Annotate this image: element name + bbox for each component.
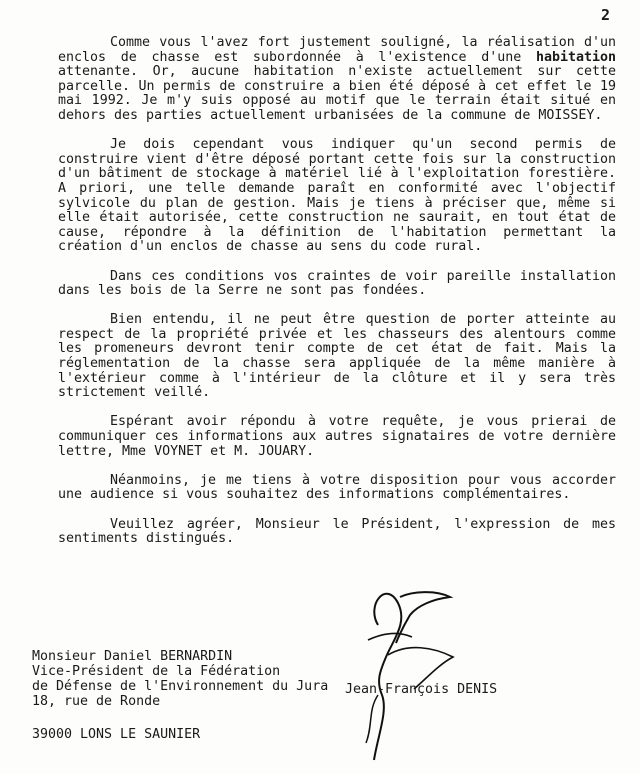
recipient-title-line2: de Défense de l'Environnement du Jura [32, 679, 329, 694]
letter-body [58, 36, 616, 561]
paragraph-enclos [58, 36, 616, 124]
recipient-street: 18, rue de Ronde [32, 694, 161, 709]
recipient-title-line1: Vice-Président de la Fédération [32, 664, 281, 679]
recipient-name: Monsieur Daniel BERNARDIN [32, 649, 233, 664]
paragraph-regulation: Bien entendu, il ne peut être question de porter atteinte au respect de la propriété privée et les chasseurs des alentours comme les promeneurs devront tenir compte de cet état de fait. Mais la réglementation de la chasse sera appliquée de la même manière à l'extérieur comme à l'intérieur de la clôture et il y sera très strictement veillé. [58, 312, 616, 401]
paragraph-conditions: Dans ces conditions vos craintes de voir pareille installation dans les bois de la Serre ne sont pas fondées. [58, 268, 616, 299]
closing-formula: Veuillez agréer, Monsieur le Président, l'expression de mes sentiments distingués. [58, 516, 616, 547]
paragraph-second-permit: Je dois cependant vous indiquer qu'un second permis de construire vient d'être déposé portant cette fois sur la construction d'un bâtiment de stockage à matériel lié à l'exploitation forestière. A priori, une telle demande paraît en conformité avec l'objectif sylvicole du plan de gestion. Mais je tiens à préciser que, même si elle était autorisée, cette construction ne saurait, en tout état de cause, répondre à la définition de l'habitation permettant la création d'un enclos de chasse au sens du code rural. [58, 137, 616, 255]
signer-name: Jean-François DENIS [345, 682, 498, 697]
handwritten-signature [338, 585, 468, 765]
emphasis-habitation: habitation [535, 49, 616, 65]
paragraph-enclos-part2: attenante. Or, aucune habitation n'existe actuellement sur cette parcelle. Un permis de construire a bien été déposé à cet effet le 19 mai 1992. Je m'y suis opposé au motif que le terrain était situé en dehors des parties actuellement urbanisées de la commune de MOISSEY. [58, 64, 616, 123]
page-number: 2 [600, 6, 610, 24]
paragraph-audience: Néanmoins, je me tiens à votre disposition pour vous accorder une audience si vous souhaitez des informations complémentaires. [58, 472, 616, 503]
paragraph-request: Espérant avoir répondu à votre requête, je vous prierai de communiquer ces informations aux autres signataires de votre dernière lettre, Mme VOYNET et M. JOUARY. [58, 414, 616, 459]
paragraph-enclos-part1: Comme vous l'avez fort justement souligné, la réalisation d'un enclos de chasse est subordonnée à l'existence d'une [58, 35, 616, 65]
recipient-address [32, 649, 328, 742]
recipient-city: 39000 LONS LE SAUNIER [32, 727, 201, 742]
